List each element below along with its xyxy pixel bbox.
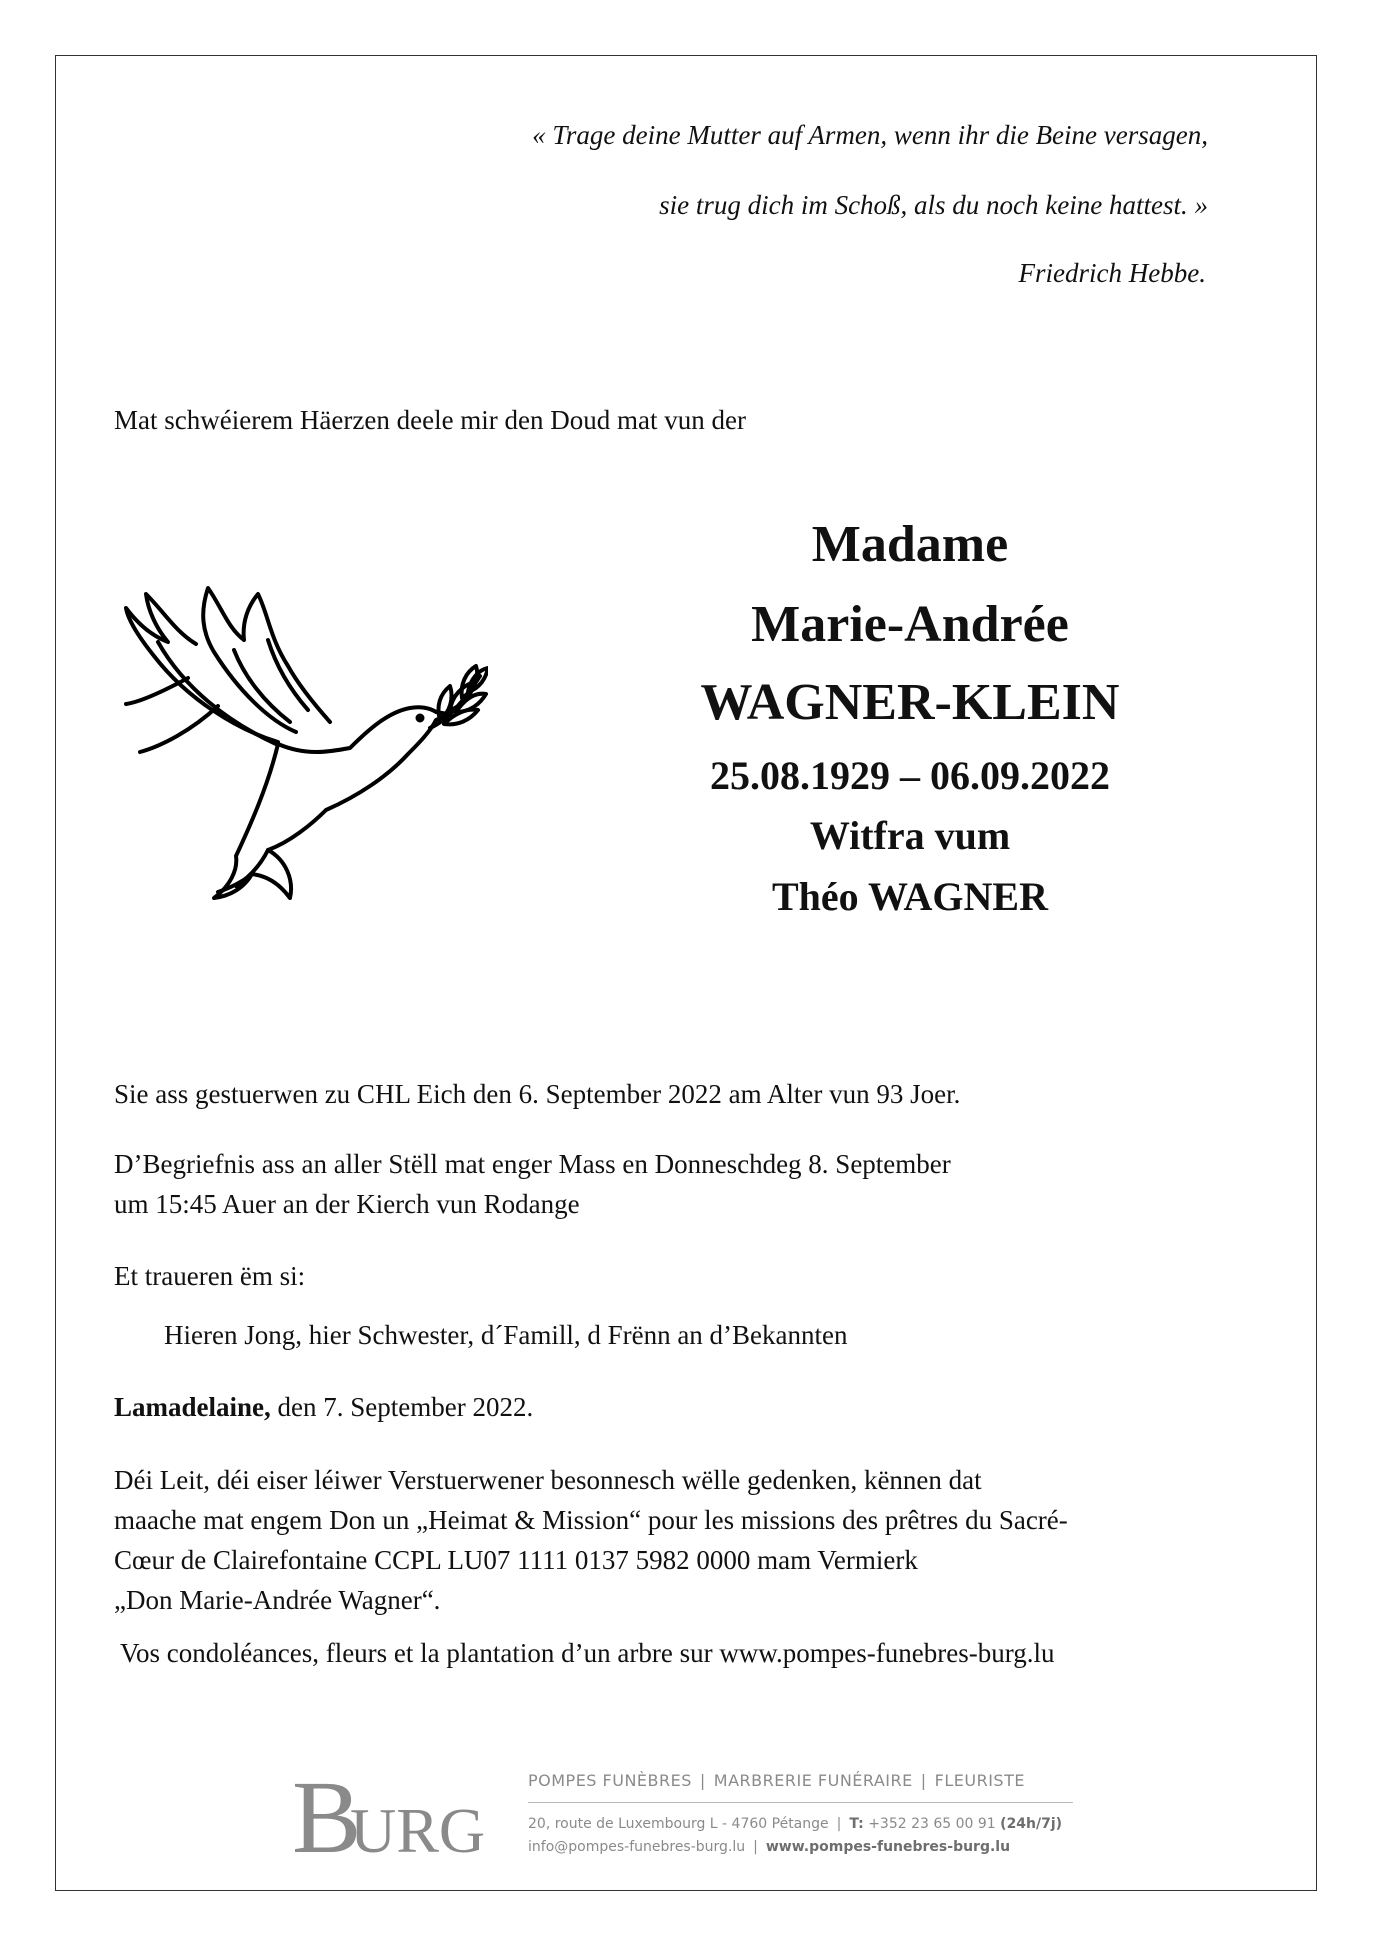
footer-address-line: 20, route de Luxembourg L - 4760 Pétange | T: +352 23 65 00 91 (24h/7j) — [528, 1816, 1063, 1832]
deceased-last-name: WAGNER-KLEIN — [700, 674, 1120, 731]
donation-line-2: maache mat engem Don un „Heimat & Mission“ pour les missions des prêtres du Sacré- — [114, 1505, 1068, 1535]
widow-of-label: Witfra vum — [809, 813, 1011, 858]
donation-info — [114, 1460, 1068, 1620]
service-marbrerie: MARBRERIE FUNÉRAIRE — [713, 1771, 913, 1790]
deceased-dates: 25.08.1929 – 06.09.2022 — [710, 753, 1110, 798]
footer-divider — [528, 1802, 1073, 1803]
footer-phone-hours: (24h/7j) — [1000, 1816, 1063, 1832]
footer-contact-line: info@pompes-funebres-burg.lu | www.pompes-funebres-burg.lu — [528, 1839, 1011, 1855]
footer-email[interactable]: info@pompes-funebres-burg.lu — [528, 1839, 746, 1855]
place-town: Lamadelaine, — [114, 1392, 271, 1422]
place-date — [114, 1387, 533, 1427]
funeral-line-1: D’Begriefnis ass an aller Stëll mat enger Mass en Donneschdeg 8. September — [114, 1149, 951, 1179]
deceased-first-name: Marie-Andrée — [751, 596, 1069, 653]
quote-author: Friedrich Hebbe. — [1018, 258, 1206, 288]
burg-logo — [292, 1768, 492, 1858]
funeral-line-2: um 15:45 Auer an der Kierch vun Rodange — [114, 1189, 580, 1219]
death-notice: Sie ass gestuerwen zu CHL Eich den 6. September 2022 am Alter vun 93 Joer. — [114, 1079, 961, 1109]
footer-services: POMPES FUNÈBRES | MARBRERIE FUNÉRAIRE | FLEURISTE — [528, 1771, 1025, 1790]
donation-line-4: „Don Marie-Andrée Wagner“. — [114, 1585, 441, 1615]
burg-logo-b: B — [292, 1768, 362, 1858]
condolences-text: Vos condoléances, fleurs et la plantation d’un arbre sur www.pompes-funebres-burg.lu — [120, 1638, 1055, 1668]
donation-line-3: Cœur de Clairefontaine CCPL LU07 1111 0137 5982 0000 mam Vermierk — [114, 1545, 918, 1575]
burg-logo-urg: URG — [350, 1795, 486, 1858]
footer-phone: +352 23 65 00 91 — [868, 1816, 996, 1832]
dove-with-olive-branch-icon — [118, 580, 488, 910]
funeral-info — [114, 1144, 951, 1224]
quote-line-2: sie trug dich im Schoß, als du noch keine hattest. » — [659, 190, 1208, 220]
footer-phone-label: T: — [849, 1816, 864, 1832]
deceased-title: Madame — [811, 516, 1009, 573]
footer-info — [528, 1768, 1073, 1859]
service-pompes-funebres: POMPES FUNÈBRES — [528, 1771, 692, 1790]
service-fleuriste: FLEURISTE — [934, 1771, 1025, 1790]
intro-text: Mat schwéierem Häerzen deele mir den Doud mat vun der — [114, 405, 746, 435]
mourners-intro: Et traueren ëm si: — [114, 1261, 306, 1291]
husband-name: Théo WAGNER — [772, 874, 1048, 919]
footer-website[interactable]: www.pompes-funebres-burg.lu — [765, 1839, 1011, 1855]
donation-line-1: Déi Leit, déi eiser léiwer Verstuerwener besonnesch wëlle gedenken, kënnen dat — [114, 1465, 982, 1495]
place-date-text: den 7. September 2022. — [270, 1392, 534, 1422]
quote-line-1: « Trage deine Mutter auf Armen, wenn ihr die Beine versagen, — [532, 120, 1208, 150]
footer-address: 20, route de Luxembourg L - 4760 Pétange — [528, 1816, 829, 1832]
mourners-list: Hieren Jong, hier Schwester, d´Famill, d Frënn an d’Bekannten — [164, 1320, 848, 1350]
